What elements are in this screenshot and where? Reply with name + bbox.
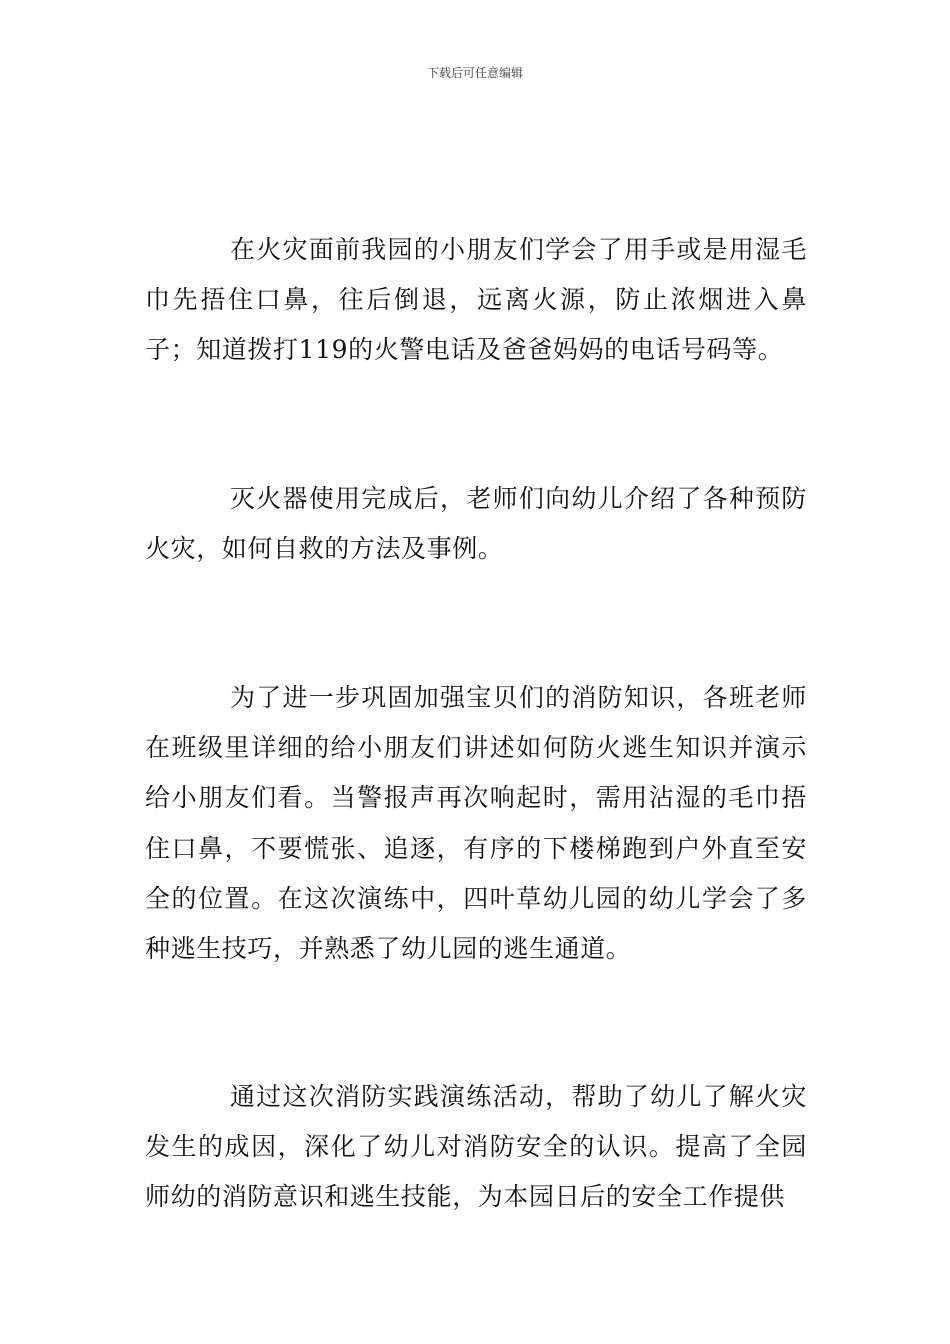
page-header-note: 下载后可任意编辑 [426,66,523,80]
paragraph-drill-summary: 通过这次消防实践演练活动，帮助了幼儿了解火灾发生的成因，深化了幼儿对消防安全的认识。提高了全园师幼的消防意识和逃生技能，为本园日后的安全工作提供 [145,1082,807,1212]
paragraph-extinguisher-intro: 灭火器使用完成后，老师们向幼儿介绍了各种预防火灾，如何自救的方法及事例。 [145,484,807,564]
paragraph-fire-response: 在火灾面前我园的小朋友们学会了用手或是用湿毛巾先捂住口鼻，往后倒退，远离火源，防止浓烟进入鼻子；知道拨打119的火警电话及爸爸妈妈的电话号码等。 [145,235,807,365]
paragraph-class-lesson: 为了进一步巩固加强宝贝们的消防知识，各班老师在班级里详细的给小朋友们讲述如何防火逃生知识并演示给小朋友们看。当警报声再次响起时，需用沾湿的毛巾捂住口鼻，不要慌张、追逐，有序的下楼梯跑到户外直至安全的位置。在这次演练中，四叶草幼儿园的幼儿学会了多种逃生技巧，并熟悉了幼儿园的逃生通道。 [145,683,807,964]
